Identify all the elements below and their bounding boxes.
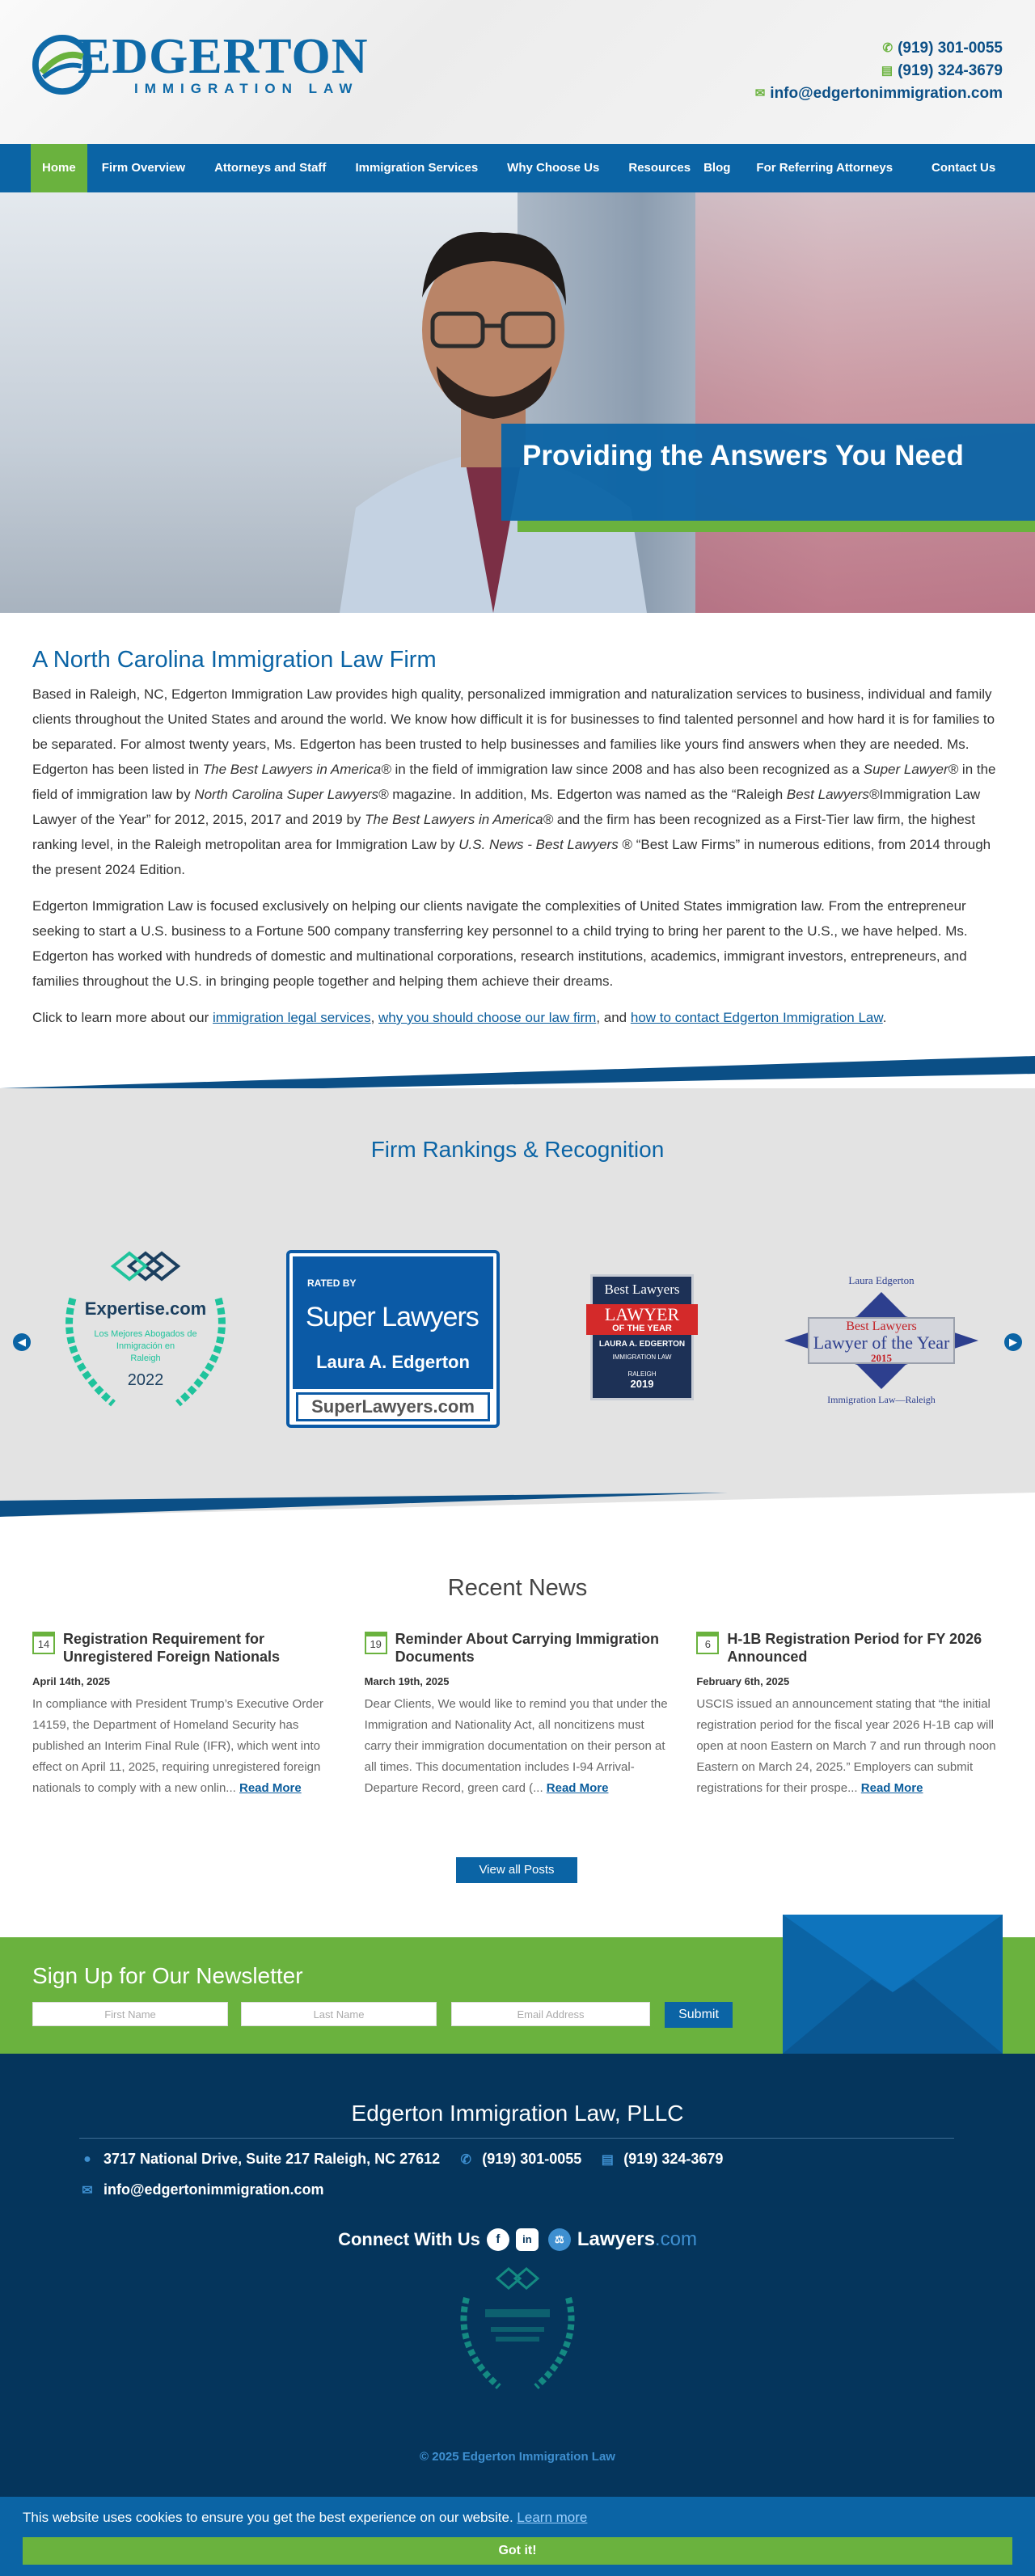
cookie-message: This website uses cookies to ensure you get the best experience on our website. (23, 2510, 513, 2525)
hero-caption-accent (518, 521, 1035, 532)
lawyer-of-year-badge[interactable] (784, 1274, 978, 1412)
lawyers-com-icon: ⚖ (548, 2228, 571, 2251)
loty-field: Immigration Law—Raleigh (827, 1394, 936, 1405)
p3-text-a: Click to learn more about our (32, 1010, 213, 1025)
calendar-icon: 6 (696, 1632, 719, 1654)
read-more-link[interactable]: Read More (239, 1781, 302, 1795)
news-section (0, 1517, 1035, 1937)
post-date: February 6th, 2025 (696, 1675, 790, 1687)
logo-mark-icon (31, 33, 94, 96)
nav-firm-overview[interactable]: Firm Overview (101, 161, 186, 175)
last-name-input[interactable]: Last Name (241, 2002, 437, 2026)
cookie-text (23, 2510, 587, 2526)
post-title[interactable]: Reminder About Carrying Immigration Documents (395, 1631, 660, 1665)
header-phone-text: (919) 301-0055 (898, 40, 1003, 57)
main-nav (0, 144, 1035, 192)
sl-rated: RATED BY (307, 1277, 357, 1289)
post-excerpt (696, 1694, 1003, 1799)
lawyers-com-text-b: .com (654, 2228, 697, 2250)
header-fax[interactable] (752, 60, 1003, 82)
bl-top: Best Lawyers (604, 1282, 680, 1297)
header-contact (752, 37, 1003, 105)
p1-text-l: U.S. News - Best Lawyers (458, 837, 619, 852)
email-input[interactable]: Email Address (451, 2002, 650, 2026)
facebook-icon[interactable]: f (487, 2228, 509, 2251)
bl-title1: LAWYER (604, 1304, 680, 1324)
nav-home[interactable]: Home (31, 144, 87, 192)
nav-resources[interactable]: Resources (628, 161, 691, 175)
header-email-text: info@edgertonimmigration.com (770, 85, 1003, 102)
read-more-link[interactable]: Read More (546, 1781, 609, 1795)
p1-text-g: magazine. In addition, Ms. Edgerton was named as the “Raleigh (388, 787, 787, 802)
p1-text-c: in the field of immigration law since 2008 and has also been recognized as a (391, 762, 864, 777)
nav-immigration-services[interactable]: Immigration Services (355, 161, 479, 175)
post-date: April 14th, 2025 (32, 1675, 111, 1687)
link-immigration-services[interactable]: immigration legal services (213, 1010, 371, 1025)
news-list (32, 1630, 1003, 1799)
footer-expertise-badge-icon (449, 2266, 586, 2395)
footer-firm-name: Edgerton Immigration Law, PLLC (351, 2101, 684, 2126)
p1-text-h: Best Lawyers® (786, 787, 880, 802)
loty-person: Laura Edgerton (848, 1274, 915, 1286)
site-header (0, 0, 1035, 144)
intro-paragraph-1 (32, 682, 1003, 882)
post-excerpt-text: Dear Clients, We would like to remind you that under the Immigration and Nationality Act, all noncitizens must carry their immigration documentation on their person at all times. This documentation includes I-94 Arrival-Departure Record, green card (... (364, 1697, 668, 1795)
footer-contact-row (79, 2151, 723, 2168)
fax-icon: ▤ (881, 64, 893, 78)
intro-section (0, 613, 1035, 1088)
hero-caption: Providing the Answers You Need (522, 440, 964, 471)
p1-text-a: Based in Raleigh, NC, Edgerton Immigration Law provides high quality, personalized immigration and naturalization services to business, individual and family clients throughout the United States and around the world. We know how difficult it is for businesses to find talented personnel and how hard it is for families to be separated. For almost twenty years, Ms. Edgerton has been trusted to help businesses and families like yours find answers when they are needed. Ms. Edgerton has been listed in (32, 686, 995, 777)
p1-text-k: and the firm has been recognized as a First-Tier law firm, the highest ranking level, in the Raleigh metropolitan area for Immigration Law by (32, 812, 976, 852)
envelope-icon (783, 1915, 1003, 2054)
rankings-heading: Firm Rankings & Recognition (370, 1137, 665, 1162)
phone-icon: ✆ (882, 41, 893, 55)
fax-icon: ▤ (601, 2152, 614, 2167)
read-more-link[interactable]: Read More (860, 1781, 923, 1795)
hero-background-right (695, 192, 1035, 613)
bl-city: RALEIGH (627, 1370, 657, 1378)
footer-phone[interactable]: (919) 301-0055 (482, 2151, 582, 2167)
post-title[interactable]: Registration Requirement for Unregistered Foreign Nationals (63, 1631, 281, 1665)
connect-with-us (0, 2228, 1035, 2251)
hero-person-image (323, 192, 663, 613)
site-logo[interactable] (31, 29, 369, 97)
sl-site: SuperLawyers.com (296, 1392, 490, 1421)
newsletter-submit-button[interactable]: Submit (665, 2002, 733, 2028)
link-why-choose[interactable]: why you should choose our law firm (378, 1010, 597, 1025)
footer-fax: (919) 324-3679 (623, 2151, 724, 2167)
link-contact[interactable]: how to contact Edgerton Immigration Law (630, 1010, 883, 1025)
carousel-next-icon[interactable]: ▶ (1004, 1333, 1022, 1351)
news-post (696, 1630, 1003, 1799)
p1-text-e: in the field of immigration law by (32, 762, 996, 802)
expertise-badge[interactable] (49, 1250, 243, 1412)
calendar-icon: 19 (365, 1632, 387, 1654)
post-date: March 19th, 2025 (364, 1675, 450, 1687)
expertise-line2: Inmigración en (116, 1341, 175, 1351)
expertise-line3: Raleigh (130, 1353, 161, 1363)
bl-title2: OF THE YEAR (612, 1324, 672, 1333)
intro-paragraph-3 (32, 1005, 1003, 1030)
nav-contact-us[interactable]: Contact Us (932, 161, 996, 175)
newsletter-section (0, 1937, 1035, 2054)
rankings-section (0, 1088, 1035, 1517)
loty-brand: Best Lawyers (846, 1320, 917, 1333)
footer-address: 3717 National Drive, Suite 217 Raleigh, NC 27612 (104, 2151, 441, 2167)
bl-year: 2019 (630, 1378, 654, 1390)
logo-tagline: IMMIGRATION LAW (134, 81, 359, 96)
p3-text-c: , and (596, 1010, 631, 1025)
section-divider-2 (0, 1493, 1035, 1517)
header-phone[interactable] (752, 37, 1003, 60)
footer-email[interactable]: info@edgertonimmigration.com (104, 2181, 324, 2198)
calendar-icon: 14 (32, 1632, 55, 1654)
envelope-icon: ✉ (82, 2183, 93, 2198)
p1-text-i: Immigration Law Lawyer of the Year” for 2012, 2015, 2017 and 2019 by (32, 787, 981, 827)
linkedin-icon[interactable]: in (516, 2228, 539, 2251)
nav-referring-attorneys[interactable]: For Referring Attorneys (756, 161, 893, 175)
header-fax-text: (919) 324-3679 (898, 62, 1003, 79)
intro-paragraph-2: Edgerton Immigration Law is focused exclusively on helping our clients navigate the complexities of United States immigration law. From the entrepreneur seeking to start a U.S. business to a Fortune 500 company transferring key personnel to a child trying to bring her parent to the U.S., we have helped. Ms. Edgerton has worked with hundreds of domestic and multinational corporations, research institutions, academics, immigrant investors, entrepreneurs, and families throughout the U.S. in bringing people together and helping them achieve their dreams. (32, 898, 968, 989)
logo-name: EDGERTON (78, 29, 369, 84)
p1-text-f: North Carolina Super Lawyers® (194, 787, 389, 802)
news-post (32, 1630, 339, 1799)
first-name-input[interactable]: First Name (32, 2002, 228, 2026)
connect-label: Connect With Us (338, 2229, 480, 2249)
loty-year: 2015 (871, 1352, 892, 1364)
post-excerpt-text: In compliance with President Trump’s Executive Order 14159, the Department of Homeland Security has published an Interim Final Rule (IFR), which went into effect on April 11, 2025, requiring unregistered foreign nationals to comply with a new onlin... (32, 1697, 323, 1795)
cookie-banner (0, 2497, 1035, 2576)
view-all-posts-button[interactable]: View all Posts (456, 1857, 577, 1883)
nav-attorneys[interactable]: Attorneys and Staff (214, 161, 327, 175)
bl-person: LAURA A. EDGERTON (598, 1340, 686, 1349)
footer-email-row (79, 2181, 324, 2198)
intro-heading: A North Carolina Immigration Law Firm (32, 647, 437, 673)
cookie-accept-button[interactable]: Got it! (23, 2537, 1012, 2565)
p1-text-d: Super Lawyer® (863, 762, 959, 777)
footer-divider (79, 2138, 954, 2139)
envelope-icon: ✉ (754, 87, 766, 100)
p3-text-b: , (370, 1010, 379, 1025)
expertise-name: Expertise.com (84, 1299, 207, 1319)
news-heading: Recent News (447, 1575, 588, 1601)
post-excerpt (365, 1694, 671, 1799)
news-post (365, 1630, 671, 1799)
lawyers-com-text-a: Lawyers (577, 2228, 655, 2250)
expertise-year: 2022 (127, 1371, 164, 1389)
best-lawyers-badge[interactable] (590, 1274, 694, 1400)
super-lawyers-badge[interactable] (286, 1250, 500, 1428)
post-excerpt-text: USCIS issued an announcement stating that “the initial registration period for the fiscal year 2026 H-1B cap will open at noon Eastern on March 7 and run through noon Eastern on March 24, 2025.” Employers can submit registrations for their prospe... (696, 1697, 996, 1795)
p3-text-d: . (882, 1010, 887, 1025)
nav-why-choose-us[interactable]: Why Choose Us (507, 161, 600, 175)
carousel-prev-icon[interactable]: ◀ (13, 1333, 31, 1351)
copyright: © 2025 Edgerton Immigration Law (420, 2450, 615, 2464)
p1-text-m: ® “Best Law Firms” in numerous editions, from 2014 through the present 2024 Edition. (32, 837, 991, 877)
lawyers-com-link[interactable] (577, 2228, 697, 2251)
section-divider (0, 1056, 1035, 1088)
site-footer (0, 2054, 1035, 2571)
p1-text-j: The Best Lawyers in America® (365, 812, 554, 827)
loty-title: Lawyer of the Year (813, 1332, 950, 1353)
expertise-line1: Los Mejores Abogados de (94, 1329, 197, 1339)
map-pin-icon: ● (83, 2152, 91, 2166)
header-email[interactable] (752, 82, 1003, 105)
phone-icon: ✆ (460, 2152, 471, 2167)
post-excerpt (32, 1694, 339, 1799)
post-title[interactable]: H-1B Registration Period for FY 2026 Announced (727, 1631, 982, 1665)
newsletter-title: Sign Up for Our Newsletter (32, 1963, 303, 1988)
learn-more-link[interactable]: Learn more (517, 2510, 588, 2525)
p1-text-b: The Best Lawyers in America® (202, 762, 391, 777)
hero-banner (0, 192, 1035, 613)
bl-field: IMMIGRATION LAW (612, 1353, 672, 1361)
nav-blog[interactable]: Blog (703, 161, 731, 175)
sl-person: Laura A. Edgerton (316, 1352, 470, 1372)
sl-brand: Super Lawyers (306, 1302, 479, 1332)
